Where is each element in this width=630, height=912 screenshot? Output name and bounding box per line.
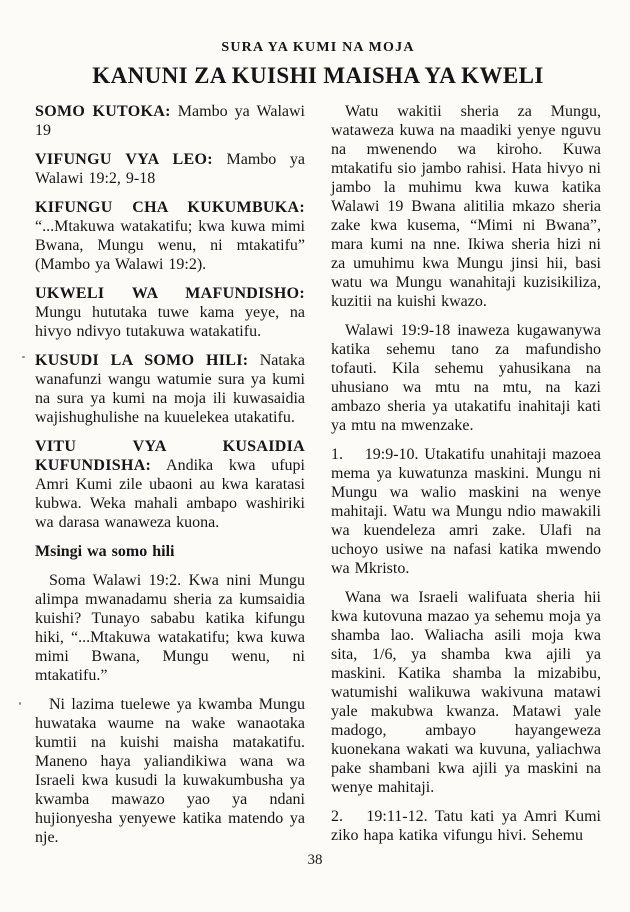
paragraph-label: VITU VYA KUSAIDIA KUFUNDISHA: — [35, 438, 305, 474]
paragraph-label: UKWELI WA MAFUNDISHO: — [35, 285, 305, 302]
numbered-paragraph: 2. 19:11-12. Tatu kati ya Amri Kumi ziko hapa katika vifungu hivi. Sehemu — [331, 808, 601, 844]
scan-speck — [22, 356, 25, 358]
labeled-paragraph — [35, 284, 305, 341]
paragraph-label: SOMO KUTOKA: — [35, 103, 171, 120]
paragraph-label: KIFUNGU CHA KUKUMBUKA: — [35, 199, 305, 216]
paragraph-text: “...Mtakuwa watakatifu; kwa kuwa mimi Bwana, Mungu wenu, ni mtakatifu” (Mambo ya Walawi 19:2). — [35, 218, 305, 273]
labeled-paragraph — [35, 198, 305, 274]
body-paragraph: Wana wa Israeli walifuata sheria hii kwa kutovuna mazao ya sehemu moja ya shamba lao. Waliacha asili moja kwa sita, 1/6, ya shamba kwa ajili ya maskini. Katika shamba la mizabibu, watumishi walikuwa wakivuna matawi yale makubwa kwanza. Matawi yale madogo, ambayo hayangeweza kuonekana wakati wa kuvuna, yaliachwa pake shambani kwa ajili ya maskini na wenye mahitaji. — [331, 589, 601, 796]
chapter-header — [35, 40, 601, 89]
paragraph-text: Mungu hututaka tuwe kama yeye, na hivyo ndivyo tutakuwa watakatifu. — [35, 304, 305, 340]
left-column — [35, 102, 305, 857]
paragraph-text: Nataka wanafunzi wangu watumie sura ya kumi na sura ya kumi na moja ili kuwasaidia wajishughulishe na kuuelekea utakatifu. — [35, 352, 305, 426]
chapter-title: KANUNI ZA KUISHI MAISHA YA KWELI — [92, 63, 544, 88]
scan-speck — [19, 702, 21, 705]
paragraph-text: Mambo ya Walawi 19:2, 9-18 — [35, 151, 306, 187]
text-columns — [35, 102, 601, 857]
right-column — [331, 102, 601, 857]
body-paragraph: Soma Walawi 19:2. Kwa nini Mungu alimpa mwanadamu sheria za kumsaidia kuishi? Tunayo sababu katika kifungu hiki, “...Mtakuwa watakatifu; kwa kuwa mimi Bwana, Mungu wenu, ni mtakatifu.” — [35, 572, 305, 684]
paragraph-text: Mambo ya Walawi 19 — [35, 103, 305, 139]
labeled-paragraph — [35, 437, 305, 532]
page-number: 38 — [307, 852, 323, 868]
labeled-paragraph — [35, 351, 305, 427]
chapter-kicker: SURA YA KUMI NA MOJA — [221, 40, 415, 55]
paragraph-label: VIFUNGU VYA LEO: — [35, 151, 213, 168]
labeled-paragraph — [35, 150, 305, 188]
section-subheading: Msingi wa somo hili — [35, 543, 175, 560]
paragraph-label: KUSUDI LA SOMO HILI: — [35, 352, 249, 369]
body-paragraph: Ni lazima tuelewe ya kwamba Mungu huwataka waume na wake wanaotaka kumtii na kuishi maisha matakatifu. Maneno haya yaliandikiwa wana wa Israeli kwa kusudi la kuwakumbusha ya kwamba mawazo yao ya ndani hujionyesha yenyewe katika matendo ya nje. — [35, 696, 305, 846]
body-paragraph: Walawi 19:9-18 inaweza kugawanywa katika sehemu tano za mafundisho tofauti. Kila sehemu yahusikana na uhusiano wa mtu na mtu, na kazi ambazo sheria ya utakatifu inahitaji kati ya mtu na mwenzake. — [331, 322, 601, 434]
body-paragraph: Watu wakitii sheria za Mungu, wataweza kuwa na maadiki yenye nguvu na mwenendo wa kiroho. Kuwa mtakatifu sio jambo rahisi. Hata hivyo ni jambo la muhimu kwa kuwa katika Walawi 19 Bwana alitilia mkazo sheria zake kwa kusema, “Mimi ni Bwana”, mara kumi na nne. Ikiwa sheria hizi ni za umuhimu kwa Mungu jinsi hii, basi watu wa Mungu wanahitaji kuzisikiliza, kuzitii na kuishi kwazo. — [331, 103, 601, 310]
labeled-paragraph — [35, 102, 305, 140]
paragraph-text: Andika kwa ufupi Amri Kumi zile ubaoni au kwa karatasi kubwa. Weka mahali ambapo washiriki wa darasa wanaweza kuona. — [35, 457, 306, 531]
numbered-paragraph: 1. 19:9-10. Utakatifu unahitaji mazoea mema ya kuwatunza maskini. Mungu ni Mungu wa walio maskini na wenye mahitaji. Watu wa Mungu ndio mawakili wa kuendeleza amri zake. Ulafi na uchoyo usiwe na nafasi katika mwendo wa Mkristo. — [331, 446, 601, 577]
